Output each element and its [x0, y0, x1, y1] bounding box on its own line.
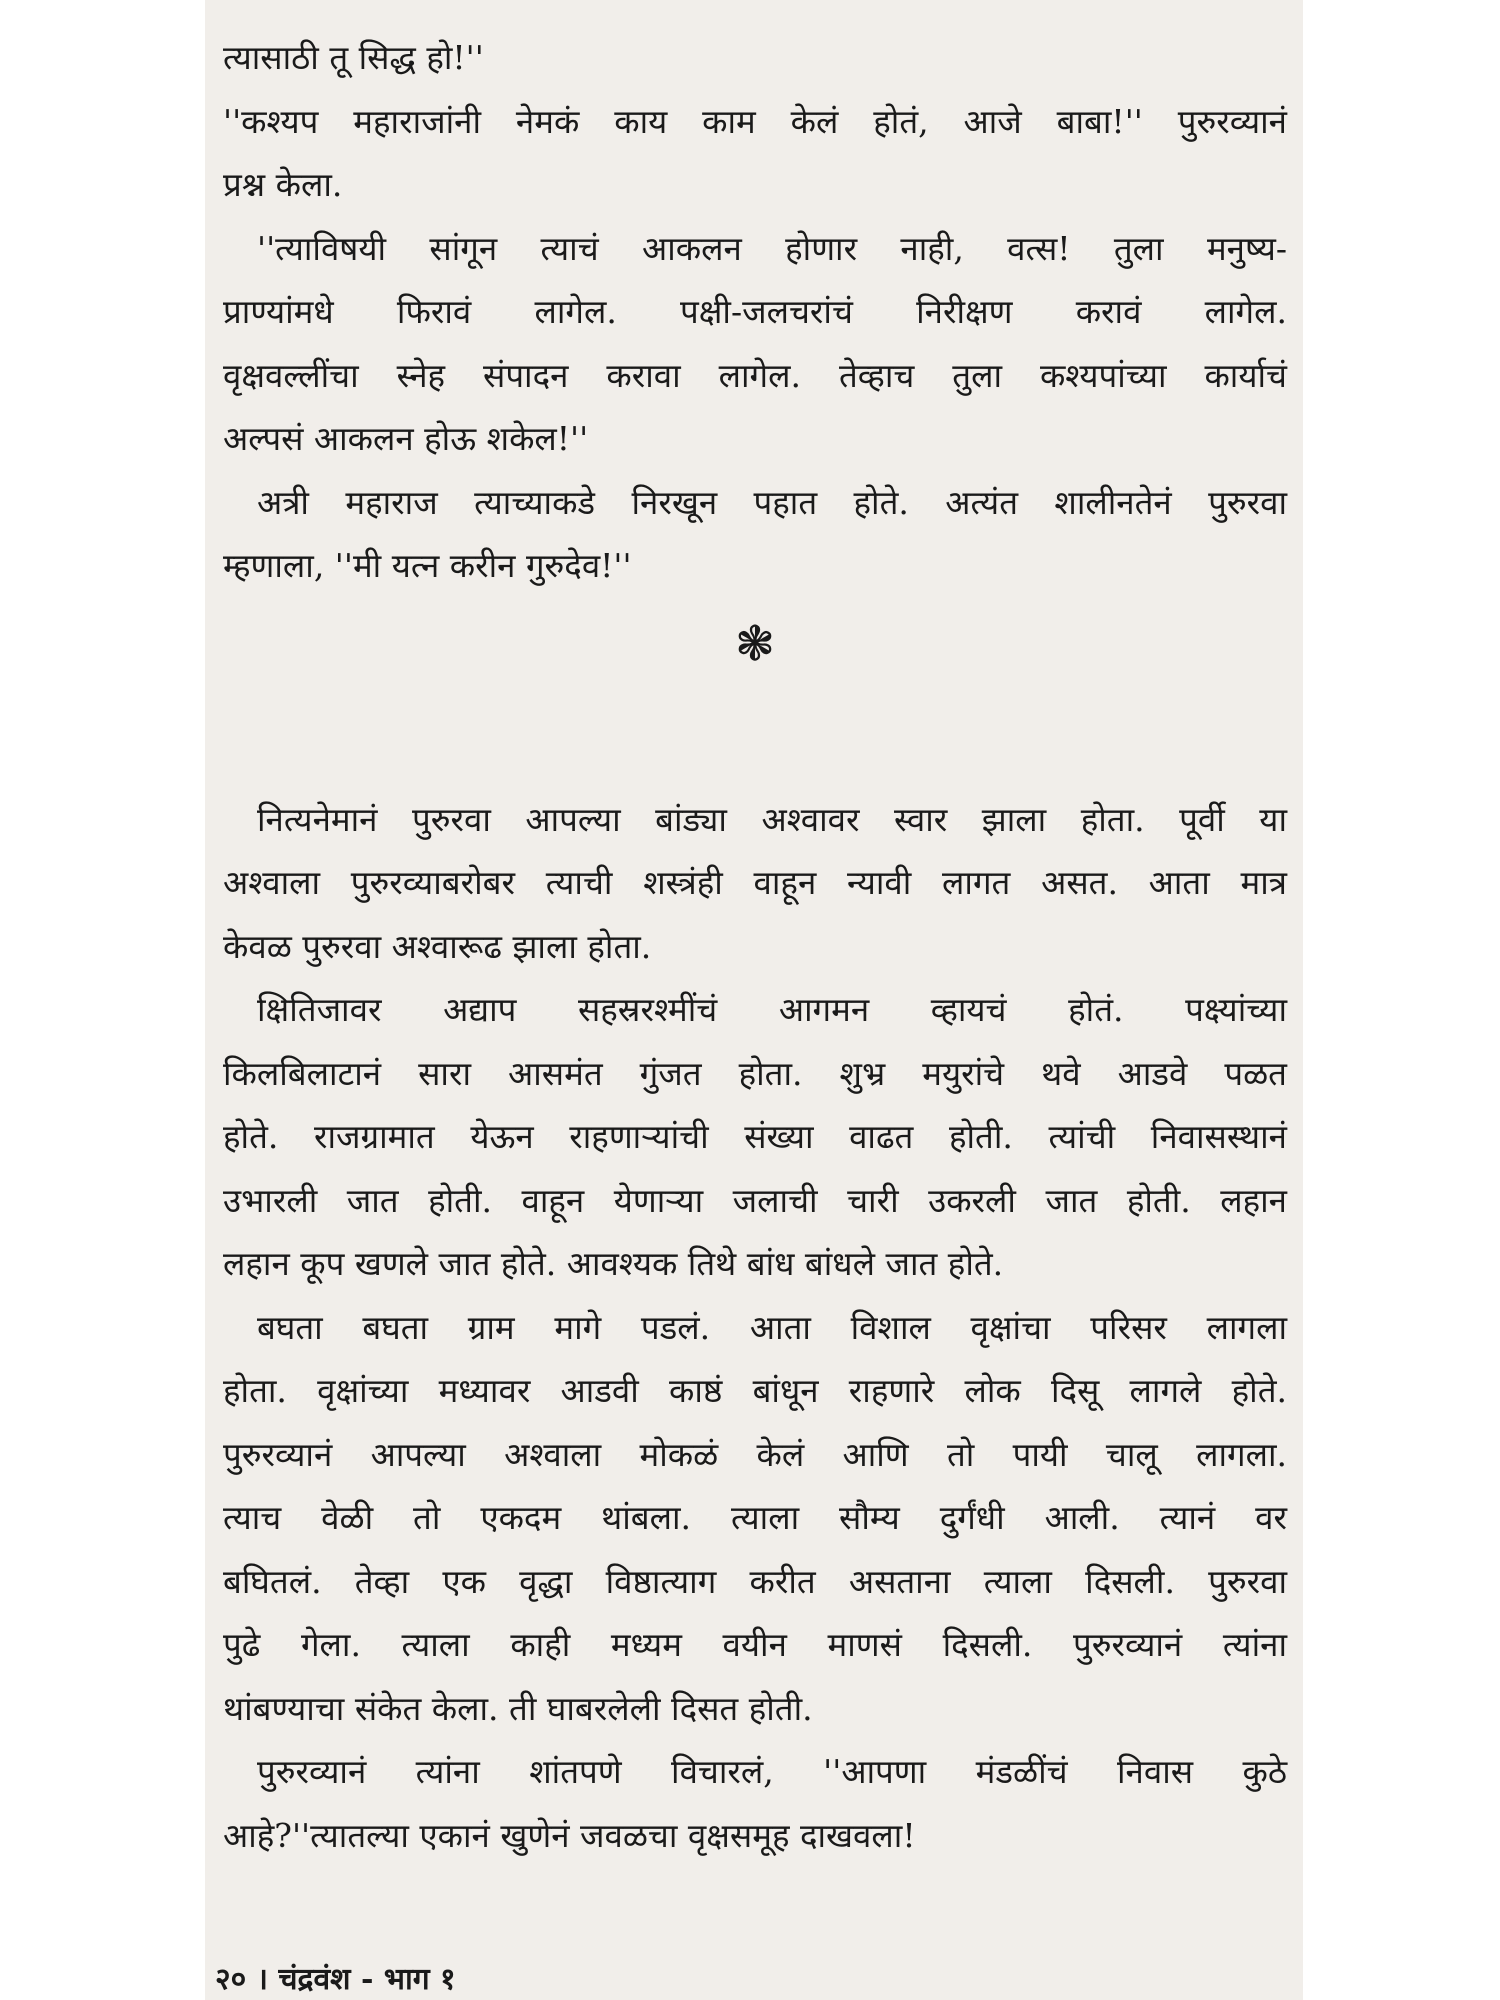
text-line: म्हणाला, ''मी यत्न करीन गुरुदेव!'' [223, 546, 632, 585]
paragraphs-before-break [223, 26, 1287, 598]
text-line: ''कश्यप महाराजांनी नेमकं काय काम केलं होतं, आजे बाबा!'' पुरुरव्यानं [223, 101, 1287, 141]
book-page [205, 0, 1303, 2000]
text-line: वृक्षवल्लींचा स्नेह संपादन करावा लागेल. तेव्हाच तुला कश्यपांच्या कार्याचं [223, 355, 1287, 395]
text-line: ''त्याविषयी सांगून त्याचं आकलन होणार नाही, वत्स! तुला मनुष्य- [257, 228, 1287, 268]
text-line: होता. वृक्षांच्या मध्यावर आडवी काष्ठं बांधून राहणारे लोक दिसू लागले होते. [223, 1371, 1287, 1410]
text-line: बघता बघता ग्राम मागे पडलं. आता विशाल वृक्षांचा परिसर लागला [257, 1307, 1287, 1347]
text-line: अत्री महाराज त्याच्याकडे निरखून पहात होते. अत्यंत शालीनतेनं पुरुरवा [257, 482, 1287, 522]
text-line: थांबण्याचा संकेत केला. ती घाबरलेली दिसत होती. [223, 1688, 813, 1728]
section-break [223, 598, 1287, 788]
flower-ornament-icon: ❃ [734, 615, 776, 672]
text-line: लहान कूप खणले जात होते. आवश्यक तिथे बांध बांधले जात होते. [223, 1244, 1004, 1283]
text-line: पुरुरव्यानं आपल्या अश्वाला मोकळं केलं आणि तो पायी चालू लागला. [223, 1434, 1287, 1474]
page-footer: २० । चंद्रवंश - भाग १ [215, 1962, 456, 1997]
text-line: प्राण्यांमधे फिरावं लागेल. पक्षी-जलचरांचं निरीक्षण करावं लागेल. [223, 292, 1287, 331]
text-line: त्यासाठी तू सिद्ध हो!'' [223, 38, 484, 77]
text-line: त्याच वेळी तो एकदम थांबला. त्याला सौम्य दुर्गंधी आली. त्यानं वर [223, 1498, 1287, 1537]
text-line: उभारली जात होती. वाहून येणाऱ्या जलाची चारी उकरली जात होती. लहान [223, 1180, 1287, 1220]
text-line: केवळ पुरुरवा अश्वारूढ झाला होता. [223, 926, 652, 966]
text-line: नित्यनेमानं पुरुरवा आपल्या बांड्या अश्वावर स्वार झाला होता. पूर्वी या [257, 799, 1287, 839]
page-text [223, 26, 1287, 1867]
text-line: अल्पसं आकलन होऊ शकेल!'' [223, 419, 589, 458]
text-line: होते. राजग्रामात येऊन राहणाऱ्यांची संख्या वाढत होती. त्यांची निवासस्थानं [223, 1117, 1287, 1156]
text-line: किलबिलाटानं सारा आसमंत गुंजत होता. शुभ्र मयुरांचे थवे आडवे पळत [223, 1053, 1287, 1093]
text-line: आहे?''त्यातल्या एकानं खुणेनं जवळचा वृक्षसमूह दाखवला! [223, 1815, 916, 1855]
text-line: अश्वाला पुरुरव्याबरोबर त्याची शस्त्रंही वाहून न्यावी लागत असत. आता मात्र [223, 863, 1287, 902]
text-line: क्षितिजावर अद्याप सहस्ररश्मींचं आगमन व्हायचं होतं. पक्ष्यांच्या [257, 990, 1287, 1029]
text-line: बघितलं. तेव्हा एक वृद्धा विष्ठात्याग करीत असताना त्याला दिसली. पुरुरवा [223, 1561, 1287, 1601]
paragraphs-after-break [223, 788, 1287, 1868]
text-line: पुढे गेला. त्याला काही मध्यम वयीन माणसं दिसली. पुरुरव्यानं त्यांना [223, 1625, 1287, 1664]
text-line: पुरुरव्यानं त्यांना शांतपणे विचारलं, ''आपणा मंडळींचं निवास कुठे [257, 1752, 1287, 1791]
text-line: प्रश्न केला. [223, 165, 343, 204]
